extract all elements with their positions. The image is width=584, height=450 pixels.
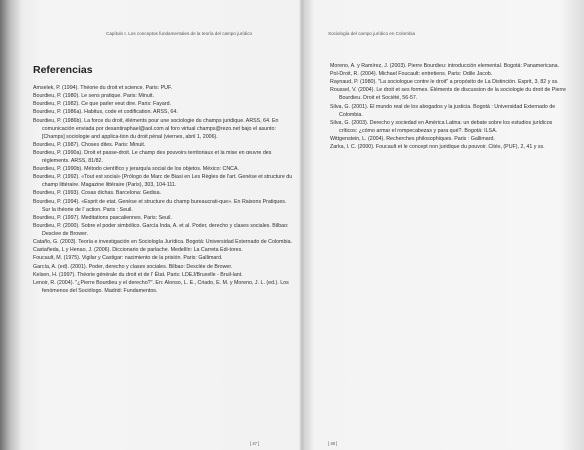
reference-item: García, A. (ed). (2001). Poder, derecho y clases sociales. Bilbao: Desclée de Brower. xyxy=(33,263,233,270)
reference-item: Bourdieu, P. (1997). Meditations pascaliennes. Paris: Seuil. xyxy=(33,214,172,221)
reference-item: Bourdieu, P. (1994). «Esprit de etat. Genèse et structure du champ bureaucrati-que». En Raisons Pratiques. Sur la théorie de l' action. Paris : Seuil. xyxy=(33,198,287,213)
reference-item: Lenoir, R. (2004). "¿Pierre Bourdieu y el derecho?". En: Alonso, L. E., Criado, E. M. y Moreno, J. L. (ed.). Los fenómenos del Sociólogo. Madrid: Fundamentos. xyxy=(33,279,289,294)
left-page-number: [ 47 ] xyxy=(250,441,260,446)
book-gutter xyxy=(299,0,305,450)
right-page-number: [ 48 ] xyxy=(328,441,338,446)
reference-item: Bourdieu, P. (2000). Sobre el poder simbólico. García Inda, A. et al. Poder, derecho y clases sociales. Bilbao: Desclee de Brower. xyxy=(33,222,289,237)
left-page xyxy=(14,0,298,450)
reference-item: Silva, G. (2003). Derecho y sociedad en América Latina: un debate sobre los estudios jurídicos críticos: ¿cómo armar el rompecabezas y para qué?. Bogotá: ILSA. xyxy=(330,119,553,134)
reference-item: Moreno, A. y Ramírez, J. (2003). Pierre Bourdieu: introducción elemental. Bogotá: Panamericana. xyxy=(330,63,560,69)
right-running-header: Sociología del campo jurídico en Colombia xyxy=(328,31,416,36)
reference-item: Bourdieu, P. (1992). «Tout est social» [Prólogo de Marc de Biasi en Les Règles de l'art. Genèse et structure du champ littéraire. Magazine littéraire (Paris), 303, 104-111. xyxy=(33,174,293,189)
reference-item: Bourdieu, P. (1990b). Método científico y jerarquía social de los objetos. México: CNCA. xyxy=(33,166,239,173)
right-page xyxy=(312,0,578,450)
reference-item: Kelsen, H. (1997). Théorie générale du droit et de l' État. Paris: LDEJ/Bruxelle - Bruil-lant. xyxy=(33,271,243,278)
reference-item: Zarka, I. C. (2000). Foucault et le concept non juridique du pouvoir. Cités, (PUF), 2, 41 y ss. xyxy=(330,144,545,151)
reference-item: Silva, G. (2001). El mundo real de los abogados y la justicia. Bogotá : Universidad Externado de Colombia. xyxy=(330,103,556,118)
reference-item: Roussel, V. (2004). Le droit et ses formes. Éléments de discussion de la sociologie du droit de Pierre Bourdieu. Droit et Société, 56-57. xyxy=(330,87,566,102)
right-reference-list xyxy=(330,62,570,151)
reference-item: Bourdieu, P. (1982). Ce que parler veut dire. Paris: Fayard. xyxy=(33,101,171,108)
reference-item: Castañeda, L y Henao, J. (2006). Diccionario de parlache. Medellín: La Carreta Edi-tores. xyxy=(33,247,243,254)
reference-item: Wittgenstein, L. (2004). Recherches philosophiques. Paris : Gallimard. xyxy=(330,135,495,142)
section-title: Referencias xyxy=(33,64,93,76)
reference-item: Bourdieu, P. (1986b). La force du droit, éléments pour une sociologie du champs juridique. ARSS, 64. En comunicación enviada por desantiraphael@aol.com al foro virtual champs@rezo.net bajo el asunto: [Champs] sociologie and applica-tion du droit pénal (viernes, abril 1, 2006). xyxy=(33,117,279,140)
reference-item: Bourdieu, P. (1993). Cosas dichas. Barcelona: Gedisa. xyxy=(33,190,161,197)
reference-item: Bourdieu, P. (1987). Choses dites. Paris: Minuit. xyxy=(33,141,146,148)
reference-item: Pol-Droit, R. (2004). Michael Foucault: entretiens. Paris: Odile Jacob. xyxy=(330,71,493,78)
reference-item: Bourdieu, P. (1986a). Habitus, code et codification. ARSS, 64. xyxy=(33,109,178,116)
reference-item: Raynaud, P. (1980). "La sociologue contre le droit" a propósito de La Distinción. Esprit, 3, 82 y ss. xyxy=(330,79,559,86)
reference-item: Bourdieu, P. (1980). Le sens pratique. Paris: Minuit. xyxy=(33,93,154,100)
reference-item: Cataño, G. (2003). Teoría e investigación en Sociología Jurídica. Bogotá: Universidad Externado de Colombia. xyxy=(33,239,293,246)
reference-item: Bourdieu, P. (1990a). Droit et passe-droit. Le champ des pouvoirs territoriaux et la mise en œuvre des règlements. ARSS, 81/82. xyxy=(33,149,272,164)
reference-item: Foucault, M. (1975). Vigilar y Castigar: nacimiento de la prisión. Paris: Gallimard. xyxy=(33,255,223,262)
reference-item: Amselek, P. (1994). Théorie du droit et science. Paris: PUF. xyxy=(33,85,173,91)
left-running-header: Capítulo I. Los conceptos fundamentales de la teoría del campo jurídico xyxy=(106,31,253,36)
left-reference-list xyxy=(33,84,294,295)
